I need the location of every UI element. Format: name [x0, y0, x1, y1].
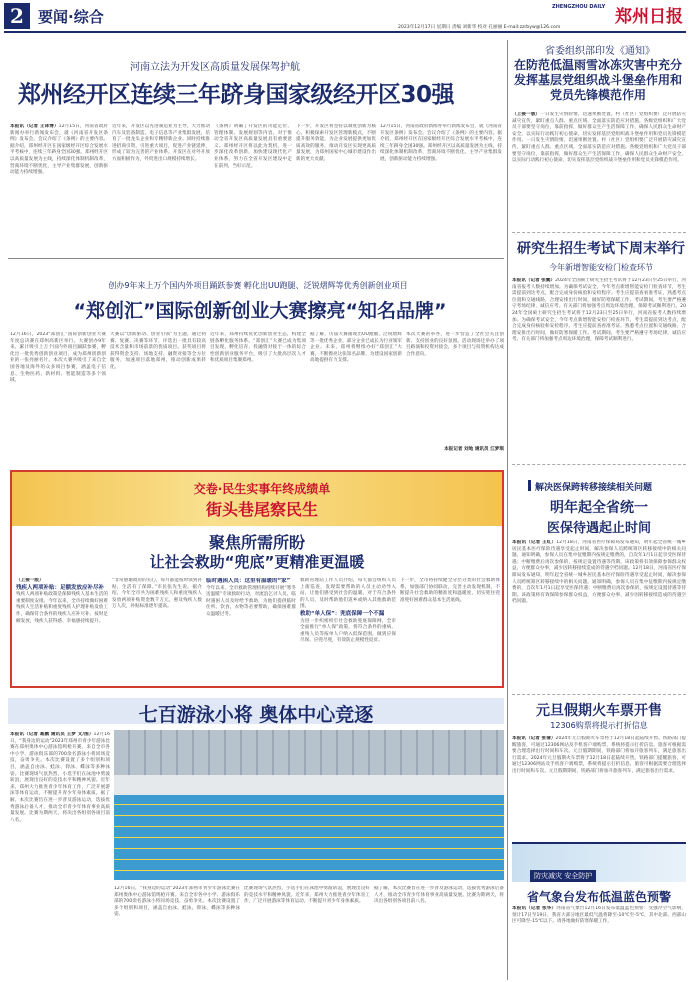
article-body: 本次大赛的举办，进一步营造了全社会关注创新、支持创业的良好氛围。活动现场还举办了项目路演和投资对接会，多个项目与投资机构达成合作意向。 — [406, 332, 504, 357]
article-body: 《条例》明确了开发区的功能定位、管理体制、发展规划等内容，对于推动全省开发区高质量发展具有重要意义。郑州经开区将以此为契机，进一步深化改革创新，加快建设现代化产业体系，努力在全省开发区建设中走在前列，当好示范。 — [214, 124, 292, 169]
divider — [512, 232, 686, 233]
article-body: 据了解，历届大赛涌现出UU跑腿、泛锐熠辉等一批优秀企业，部分企业已成长为行业领军企业。未来，郑州将继续办好“郑创汇”大赛，不断擦亮这张知名品牌，为建设国家创新高地提供有力支撑。 — [310, 332, 402, 364]
article-title: 研究生招生考试下周末举行 — [517, 241, 685, 257]
divider — [512, 464, 686, 465]
article-body: 本报讯（记者 王译博）12月15日，河南省政府新闻办举行新闻发布会，就《河南省开发区条例》发布会。会议介绍了《条例》的主要内容。据介绍，郑州经开区在国家级经开区综合发展水平考核中，连续三年跻身全国30强。郑州经开区以高质量发展为主线，持续深化体制机制改革，营商环境不断优化，主导产业集群发展，创新驱动能力持续增强。 — [10, 124, 108, 176]
article-title: 医保待遇起止时间 — [546, 521, 651, 536]
paper-name-en: ZHENGZHOU DAILY — [552, 4, 606, 10]
banner-kicker: 交卷·民生实事年终成绩单 — [193, 482, 331, 496]
article-body: 12月16日，2023“郑创汇”国际创新创业大赛年度总决赛在郑州高新区举行。大赛创办9年来，累计吸引上万个国内外项目踊跃参赛，孵化出一批优秀创新创业项目，成为郑州创新创业的一张亮丽名片。本次大赛共吸引了来自全国各地及海外的众多项目参赛，涵盖电子信息、生物医药、新材料、智能制造等多个领域。 — [10, 332, 106, 384]
article-body: 救助管理站工作人员介绍，每天都会组织人员上街巡查，发现需要帮助的人员主动劝导入站，让他们感受到社会的温暖。对于符合条件的人员，及时帮助他们返乡或纳入其他救助范围。 救助“单人保”：兜底保障一个不漏 为进一步织密织牢社会救助兜底保障网，全市全面推行“单人保”政策，将符合条件的重病、重残人员等按单人户纳入低保范围，做到应保尽保、应兜尽兜，有效防止规模性返贫。 — [300, 578, 396, 644]
article-body: 近年来，郑州持续优化创新创业生态，构建全链条孵化服务体系。“郑创汇”大赛已成为集项目发现、孵化培育、投融资对接于一体的综合性创新创业服务平台，吸引了大批高层次人才和优质项目集聚郑州。 — [210, 332, 306, 364]
banner-label: 防灾减灾 安全防护 — [530, 870, 596, 882]
article-body: 比赛现场气氛热烈，小选手们在泳池中劈波斩浪，展现出良好的竞技水平和精神风貌。近年来，郑州大力推进青少年体育工作，广泛开展游泳等体育运动，不断提升青少年身体素质。 — [244, 886, 370, 905]
article-subtitle: 今年新增智能安检门检查环节 — [549, 263, 653, 272]
article-title: 省委组织部印发《通知》 — [545, 46, 655, 57]
section-name: 要闻·综合 — [38, 8, 104, 26]
article-body: 12月16日，“我身边的运动”2023年郑州市青少年游泳比赛在郑州奥体中心游泳馆鸣枪开赛。来自全市各中小学、游泳俱乐部的700余名游泳小将同场竞技，奋勇争先。本次比赛设置了多个组别和项目，涵盖自由泳、蛙泳、仰泳、蝶泳等多种泳姿。 — [114, 886, 240, 918]
banner-title: 街头巷尾察民生 — [205, 500, 318, 519]
article-title: 解决医保跨转移接续相关问题 — [528, 480, 652, 493]
page-number-box: 2 — [4, 3, 30, 29]
article-title: 郑州经开区连续三年跻身国家级经开区30强 — [18, 82, 455, 108]
article-body: 本报讯（记者 王红）12月18日，河南省医疗保障局发布通知，明年起全省统一城乡居民基本医疗保险待遇享受起止时间，解决参保人员跨统筹区转移接续中的相关问题。通知明确，参保人员在集中征缴期内按规定缴费的，自次年1月1日起享受医保待遇；中断缴费后再次参保的，按规定设置待遇等待期。该政策将有效保障参保群众权益，方便群众办事，减少因转移接续造成的待遇空档问题。12月18日，河南省医疗保障局发布通知，明年起全省统一城乡居民基本医疗保险待遇享受起止时间，解决参保人员跨统筹区转移接续中的相关问题。通知明确，参保人员在集中征缴期内按规定缴费的，自次年1月1日起享受医保待遇；中断缴费后再次参保的，按规定设置待遇等待期。该政策将有效保障参保群众权益，方便群众办事，减少因转移接续造成的待遇空档问题。 — [512, 540, 686, 605]
article-body: “非常感谢政府的关心，每月都能按时领到补贴，生活有了保障。”市民张先生说。据介绍，今年全市共为困难残疾人和重度残疾人发放两项补贴资金数千万元，惠及残疾人数万人次，补贴标准逐年提高。 — [112, 578, 202, 610]
paper-logo: 郑州日报 — [615, 7, 683, 27]
article-body: 12月15日，河南省政府新闻办举行新闻发布会，就《河南省开发区条例》发布会。会议介绍了《条例》的主要内容。据介绍，郑州经开区在国家级经开区综合发展水平考核中，连续三年跻身全国30强。郑州经开区以高质量发展为主线，持续深化体制机制改革，营商环境不断优化，主导产业集群发展，创新驱动能力持续增强。 — [380, 124, 502, 162]
divider — [512, 694, 686, 695]
swimming-photo — [114, 730, 504, 880]
article-title: 元旦假期火车票开售 — [536, 703, 662, 719]
article-body: 本报讯（记者 葛鹏 通讯员 王梦 文/图）12月16日，“我身边的运动”2023年郑州市青少年游泳比赛在郑州奥体中心游泳馆鸣枪开赛。来自全市各中小学、游泳俱乐部的700余名游泳小将同场竞技，奋勇争先。本次比赛设置了多个组别和项目，涵盖自由泳、蛙泳、仰泳、蝶泳等多种泳姿。比赛现场气氛热烈，小选手们在泳池中劈波斩浪，展现出良好的竞技水平和精神风貌。近年来，郑州大力推进青少年体育工作，广泛开展游泳等体育运动，不断提升青少年身体素质。据了解，本次比赛旨在进一步普及游泳运动，选拔优秀游泳后备人才，推动全市青少年体育事业高质量发展。比赛为期两天，将决出各组别各项目前八名。 — [10, 732, 110, 823]
divider — [8, 258, 504, 259]
article-body: 大赛以“创新驱动、创业引领”为主题，通过初赛、复赛、决赛等环节，评选出一批具有较高技术含量和市场前景的优质项目。获奖项目将获得资金支持、场地支持、融资对接等全方位服务，加速项目落地郑州，推动创新成果转化。 — [110, 332, 206, 370]
article-body: 据了解，本次比赛旨在进一步普及游泳运动，选拔优秀游泳后备人才，推动全市青少年体育事业高质量发展。比赛为期两天，将决出各组别各项目前八名。 — [374, 886, 504, 905]
article-subtitle: 在防范低温雨雪冰冻灾害中充分发挥基层党组织战斗堡垒作用和党员先锋模范作用 — [513, 58, 682, 102]
article-title: 明年起全省统一 — [550, 500, 648, 516]
article-body: 本报讯（记者 张华）河南省气象台12月16日发布低温蓝色预警：受强冷空气影响，预计17日至19日，我省大部分地区最低气温将降至-10℃至-5℃，其中北部、西部山区可降至-15℃以下。请各地做好防寒保暖工作。 — [512, 906, 686, 925]
article-kicker: 河南立法为开发区高质量发展保驾护航 — [130, 62, 300, 73]
dateline: 2023年12月17日 星期日 责编 刘新华 校对 孔丽丽 E-mail:zzrbyw@126.com — [398, 25, 561, 30]
subhead: 临时遇困人员：这里有温暖的“家” — [206, 578, 291, 584]
subhead: 救助“单人保”：兜底保障一个不漏 — [300, 610, 385, 617]
article-body: （上接一版） 残疾人两项补贴：足额发放应补尽补 残疾人两项补贴政策是保障残疾人基本生活的重要制度安排。今年以来，全市持续做好困难残疾人生活补贴和重度残疾人护理补贴发放工作，确保符合条件的残疾人应补尽补、按时足额发放，残疾人获得感、幸福感持续提升。 — [16, 578, 108, 624]
article-body: 临时遇困人员：这里有温暖的“家” 今年以来，全市救助管理机构持续开展“寒冬送温暖”专项救助行动，对流浪乞讨人员、临时遇困人员及时给予救助，为他们提供临时住所、饮食、衣物等必要帮助，确保困难群众温暖过冬。 — [206, 578, 296, 617]
article-title: “郑创汇”国际创新创业大赛擦亮“知名品牌” — [73, 300, 447, 322]
column-divider — [507, 40, 508, 980]
article-subtitle: 12306购票将提示打折信息 — [550, 721, 648, 730]
article-body: 下一步，开发区将坚持以制度创新为核心，积极探索开发区管理新模式，不断提升服务效能，为企业发展提供更加优质高效的服务，推动开发区实现更高质量发展，为郑州国家中心城市建设作出新的更大贡献。 — [296, 124, 376, 162]
article-title: 聚焦所需所盼 — [208, 533, 305, 552]
article-kicker: 创办9年来上万个国内外项目踊跃参赛 孵化出UU跑腿、泛锐熠辉等优秀创新创业项目 — [108, 281, 408, 290]
article-body: 下一步，全市将持续健全分层分类的社会救助体系，加强部门协同联动，完善主动发现机制，不断提升社会救助的精准度和温暖度，切实兜住兜准兜好困难群众基本生活底线。 — [400, 578, 500, 603]
article-title: 七百游泳小将 奥体中心竞逐 — [138, 704, 374, 726]
subhead: 残疾人两项补贴：足额发放应补尽补 — [16, 584, 105, 591]
article-title: 让社会救助“兜底”更精准更温暖 — [149, 553, 365, 571]
article-body: 近年来，开发区以先进制造业为主导，大力推动汽车及装备制造、电子信息等产业集群发展，培育了一批龙头企业和专精特新企业。同时持续推进招商引资，引进重大项目，促进产业链延伸，形成了较为完善的产业体系。开发区在对外开放方面积极作为，外贸进出口规模持续增长。 — [112, 124, 210, 162]
article-title: 省气象台发布低温蓝色预警 — [526, 890, 671, 904]
article-body: 本报讯（记者 张鹏）2024年全国硕士研究生招生考试将于12月23日至25日举行，河南省报考人数持续增加。为确保考试安全，今年考点新增智能安检门检查环节，考生需提前到达考点，配合完成身份核验和安检程序。考生应提前查看准考证，熟悉考点位置和交通线路，合理安排出行时间，做好防寒保暖工作。考试期间，考生要严格遵守考场纪律，诚信应考。有关部门将加强考点周边环境治理，保障考试顺利进行。2024年全国硕士研究生招生考试将于12月23日至25日举行，河南省报考人数持续增加。为确保考试安全，今年考点新增智能安检门检查环节，考生需提前到达考点，配合完成身份核验和安检程序。考生应提前查看准考证，熟悉考点位置和交通线路，合理安排出行时间，做好防寒保暖工作。考试期间，考生要严格遵守考场纪律，诚信应考。有关部门将加强考点周边环境治理，保障考试顺利进行。 — [512, 278, 686, 343]
signature: 本报记者 刘地 通讯员 江梦琪 — [444, 447, 504, 452]
article-body: （上接一版）一日发生灾情险情，迅速果断处置。村（社区）党组织要广泛开展防灾减灾宣传，紧盯重点人群、重点区域，全面落实防范应对措施。各级党组织和广大党员干部要坚守岗位，靠前指挥，做好群众生产生活保障工作，确保人民群众生命财产安全，以实际行动践行初心使命，切实发挥基层党组织战斗堡垒作用和党员先锋模范作用。一日发生灾情险情，迅速果断处置。村（社区）党组织要广泛开展防灾减灾宣传，紧盯重点人群、重点区域，全面落实防范应对措施。各级党组织和广大党员干部要坚守岗位，靠前指挥，做好群众生产生活保障工作，确保人民群众生命财产安全，以实际行动践行初心使命，切实发挥基层党组织战斗堡垒作用和党员先锋模范作用。 — [512, 112, 686, 164]
masthead-rule — [4, 31, 686, 33]
article-body: 本报讯（记者 张倩）2024年元旦假期火车票将于12月18日起陆续开售。铁路部门提醒旅客，可通过12306网站及手机客户端购票，系统将提示打折信息，旅客可根据需要合理选择出行时间和车次。元旦假期期间，铁路部门将加开旅客列车，满足旅客出行需求。2024年元旦假期火车票将于12月18日起陆续开售。铁路部门提醒旅客，可通过12306网站及手机客户端购票，系统将提示打折信息，旅客可根据需要合理选择出行时间和车次。元旦假期期间，铁路部门将加开旅客列车，满足旅客出行需求。 — [512, 736, 686, 774]
